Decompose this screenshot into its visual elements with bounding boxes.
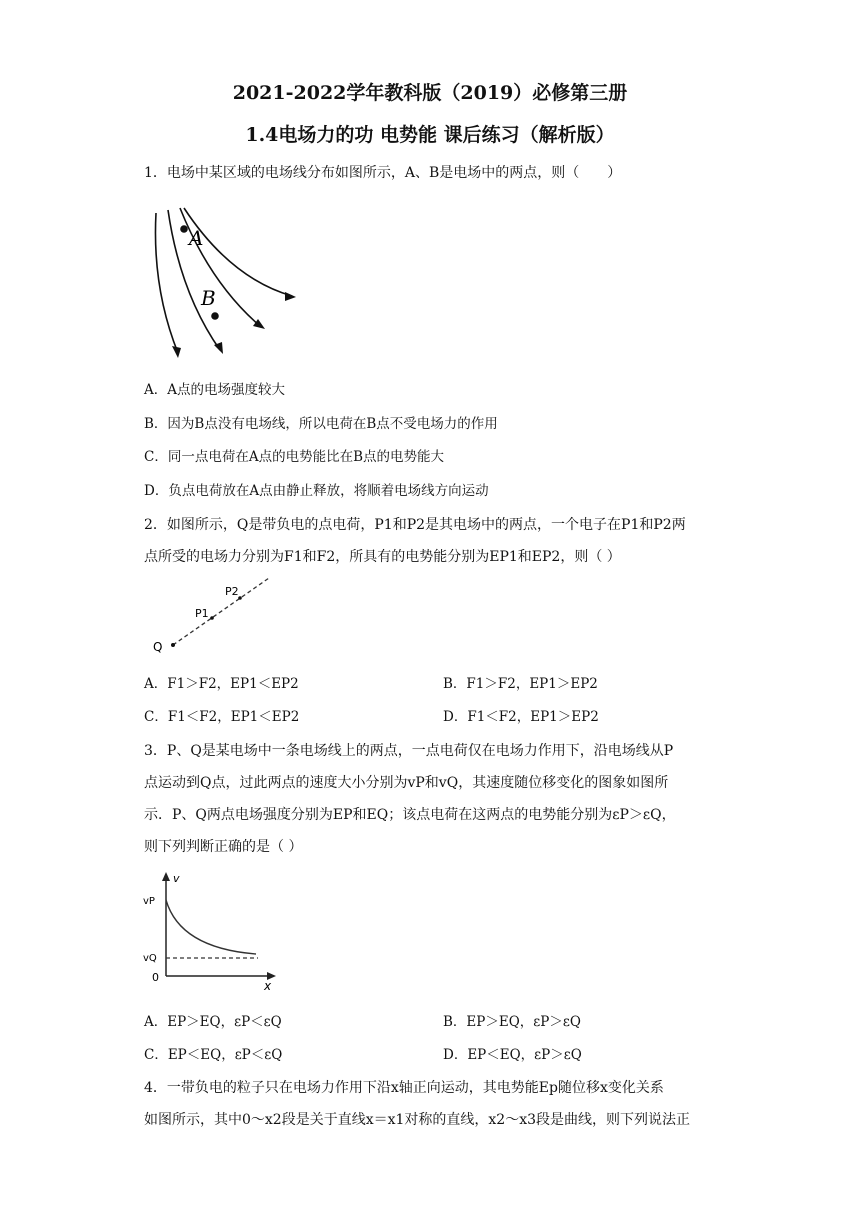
q2-option-b: B．F1＞F2，EP1＞EP2	[443, 676, 598, 692]
origin-label: 0	[152, 971, 159, 984]
q2-option-d: D．F1＜F2，EP1＞EP2	[443, 709, 599, 725]
question-3-stem-line-4: 则下列判断正确的是（ ）	[144, 839, 303, 855]
q3-option-d: D．EP＜EQ，εP＞εQ	[443, 1047, 582, 1063]
question-2-stem-line-2: 点所受的电场力分别为F1和F2，所具有的电势能分别为EP1和EP2，则（ ）	[144, 549, 621, 565]
vq-label: vQ	[143, 953, 157, 964]
question-4-stem-line-1: 4．一带负电的粒子只在电场力作用下沿x轴正向运动，其电势能Ep随位移x变化关系	[144, 1080, 664, 1096]
q1-option-d: D．负点电荷放在A点由静止释放，将顺着电场线方向运动	[144, 483, 489, 499]
question-3-stem-line-1: 3．P、Q是某电场中一条电场线上的两点，一点电荷仅在电场力作用下，沿电场线从P	[144, 743, 674, 759]
q1-option-a: A．A点的电场强度较大	[144, 382, 285, 398]
q1-option-c: C．同一点电荷在A点的电势能比在B点的电势能大	[144, 449, 444, 465]
question-3-stem-line-2: 点运动到Q点，过此两点的速度大小分别为vP和vQ，其速度随位移变化的图象如图所	[144, 775, 669, 791]
question-2-stem-line-1: 2．如图所示，Q是带负电的点电荷，P1和P2是其电场中的两点，一个电子在P1和P2两	[144, 517, 686, 533]
field-lines-figure	[140, 198, 310, 368]
question-1-stem: 1．电场中某区域的电场线分布如图所示，A、B是电场中的两点，则（ ）	[144, 165, 622, 181]
vp-label: vP	[143, 896, 155, 907]
question-3-stem-line-3: 示．P、Q两点电场强度分别为EP和EQ；该点电荷在这两点的电势能分别为εP＞εQ，	[144, 807, 676, 823]
point-p2-label: P2	[225, 585, 239, 598]
question-4-stem-line-2: 如图所示，其中0～x2段是关于直线x＝x1对称的直线，x2～x3段是曲线，则下列说法正	[144, 1112, 691, 1128]
page-subtitle: 1.4电场力的功 电势能 课后练习（解析版）	[245, 124, 615, 146]
q3-option-c: C．EP＜EQ，εP＜εQ	[144, 1047, 283, 1063]
page-title: 2021-2022学年教科版（2019）必修第三册	[232, 82, 628, 104]
velocity-displacement-graph	[140, 868, 280, 993]
q3-option-b: B．EP＞EQ，εP＞εQ	[443, 1014, 581, 1030]
q3-option-a: A．EP＞EQ，εP＜εQ	[144, 1014, 282, 1030]
q2-option-a: A．F1＞F2，EP1＜EP2	[144, 676, 299, 692]
axis-x-label: x	[264, 979, 272, 993]
point-charge-figure	[145, 572, 275, 657]
point-b-label: B	[201, 286, 216, 310]
q2-option-c: C．F1＜F2，EP1＜EP2	[144, 709, 300, 725]
q1-option-b: B．因为B点没有电场线，所以电荷在B点不受电场力的作用	[144, 416, 498, 432]
point-a-label: A	[189, 226, 204, 250]
point-p1-label: P1	[195, 607, 209, 620]
charge-q-label: Q	[153, 640, 163, 654]
axis-v-label: v	[173, 872, 180, 885]
